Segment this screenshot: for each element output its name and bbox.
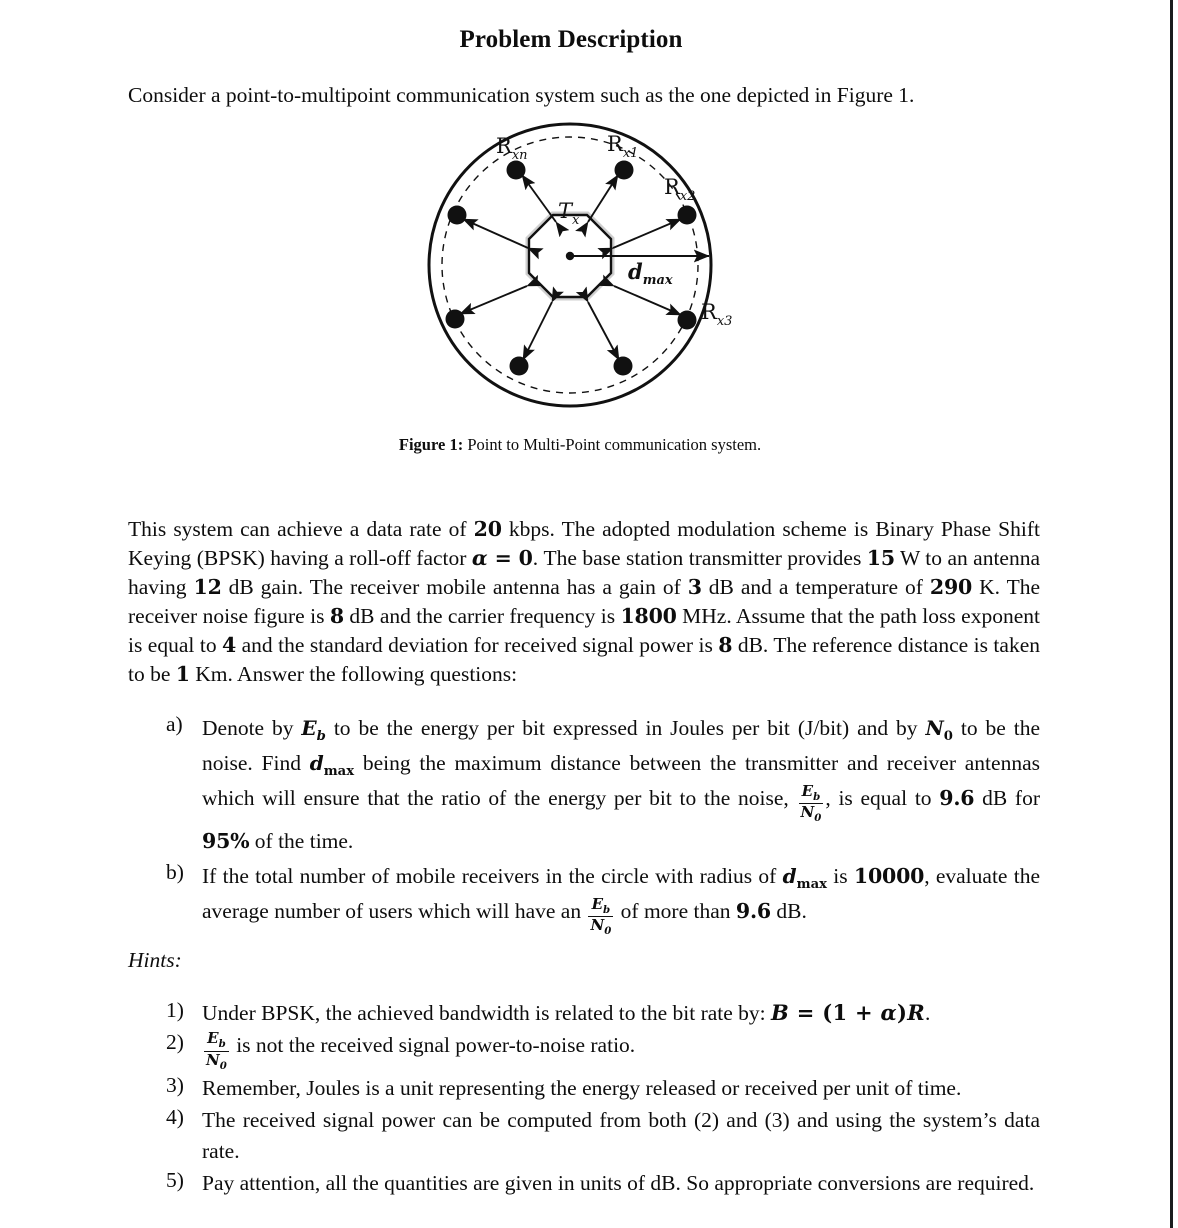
hint-body-2 bbox=[202, 1030, 1040, 1072]
label-tx-base: T bbox=[558, 199, 573, 223]
receiver-node-rxn bbox=[507, 161, 526, 180]
symbol-dmax bbox=[309, 751, 355, 780]
hint2-t1: is not the received signal power-to-noise ratio. bbox=[230, 1033, 636, 1058]
qa-t6: dB for bbox=[974, 786, 1040, 811]
fraction-numerator bbox=[799, 784, 824, 802]
hint1-t1: Under BPSK, the achieved bandwidth is related to the bit rate by: bbox=[202, 1001, 772, 1025]
p1-c: . The base station transmitter provides bbox=[532, 545, 867, 570]
fraction-denominator-sub: 0 bbox=[814, 812, 822, 825]
fraction-denominator-sub: 0 bbox=[219, 1059, 227, 1072]
page-right-edge bbox=[1170, 0, 1173, 1228]
question-body-b bbox=[202, 860, 1040, 938]
symbol-dmax-sub: max bbox=[323, 764, 355, 780]
fraction-eb-n0-a bbox=[799, 784, 824, 824]
fraction-eb-n0-hint bbox=[204, 1031, 229, 1071]
value-data-rate: 20 bbox=[473, 517, 502, 541]
symbol-n0-base: N bbox=[925, 716, 944, 740]
hint-item-3 bbox=[128, 1073, 1040, 1104]
fraction-denominator bbox=[799, 805, 824, 823]
p1-i: MHz. Assume that the path loss exponent is equal to bbox=[128, 603, 1040, 657]
figure-1 bbox=[0, 122, 1160, 437]
fraction-numerator-base: E bbox=[207, 1029, 219, 1048]
symbol-n0 bbox=[925, 716, 953, 744]
value-rx-gain: 3 bbox=[687, 574, 702, 599]
value-alpha: 0 bbox=[518, 545, 533, 570]
hint-body-1 bbox=[202, 998, 1040, 1029]
receiver-node-left bbox=[448, 206, 467, 225]
fraction-numerator bbox=[204, 1031, 229, 1049]
formula-one: 1 bbox=[832, 1000, 848, 1025]
fraction-numerator-sub: b bbox=[813, 791, 821, 804]
qb-t5: dB. bbox=[770, 898, 807, 923]
qb-t2: is bbox=[826, 863, 854, 888]
qa-t1: Denote by bbox=[202, 716, 302, 740]
formula-plus: + bbox=[847, 1000, 881, 1025]
hint-body-5: Pay attention, all the quantities are given in units of dB. So appropriate conversions are required. bbox=[202, 1171, 1035, 1196]
value-std-dev: 8 bbox=[718, 632, 733, 657]
symbol-dmax-b-sub: max bbox=[796, 876, 827, 892]
hint-marker-5: 5) bbox=[166, 1168, 184, 1193]
value-carrier-frequency: 1800 bbox=[620, 603, 677, 628]
fraction-numerator-base: E bbox=[591, 894, 604, 913]
question-item-b bbox=[128, 860, 1040, 938]
value-reference-distance: 1 bbox=[175, 661, 190, 686]
hint-item-2 bbox=[128, 1030, 1040, 1072]
value-noise-figure: 8 bbox=[329, 603, 344, 628]
formula-open-paren: ( bbox=[822, 1000, 833, 1025]
symbol-eb-base: E bbox=[301, 716, 317, 740]
fraction-eb-n0-b bbox=[588, 894, 613, 937]
hint-marker-3: 3) bbox=[166, 1072, 184, 1097]
p1-f: dB and a temperature of bbox=[701, 574, 930, 599]
question-marker-b: b) bbox=[166, 859, 184, 884]
hints-list bbox=[128, 998, 1040, 1200]
value-path-loss-exponent: 4 bbox=[222, 632, 237, 657]
figure-caption-label: Figure 1: bbox=[398, 435, 464, 454]
fraction-denominator-sub: 0 bbox=[604, 924, 612, 937]
value-percentage: 95% bbox=[202, 828, 250, 853]
fraction-numerator-sub: b bbox=[218, 1038, 226, 1051]
page-title: Problem Description bbox=[459, 26, 683, 53]
receiver-node-lower-left bbox=[446, 310, 465, 329]
symbol-dmax-b bbox=[782, 863, 827, 892]
formula-bandwidth bbox=[771, 1000, 925, 1025]
label-rx1-sub: x1 bbox=[622, 146, 639, 161]
p1-a: This system can achieve a data rate of bbox=[128, 517, 474, 541]
hint-marker-1: 1) bbox=[166, 998, 184, 1022]
formula-close-paren: ) bbox=[896, 1000, 908, 1025]
p1-d: W to an antenna having bbox=[128, 545, 1041, 599]
label-rxn-sub: xn bbox=[511, 148, 528, 163]
question-marker-a: a) bbox=[166, 712, 183, 736]
label-rx3-sub: x3 bbox=[716, 314, 733, 329]
p1-j: and the standard deviation for received signal power is bbox=[236, 632, 719, 657]
alpha-equals: = bbox=[487, 545, 519, 570]
value-total-receivers: 10000 bbox=[853, 863, 925, 888]
qa-t7: of the time. bbox=[249, 828, 354, 853]
hint-marker-4: 4) bbox=[166, 1105, 184, 1130]
hint1-t2: . bbox=[924, 1001, 931, 1025]
hint-marker-2: 2) bbox=[166, 1030, 184, 1055]
receiver-node-rx1 bbox=[615, 161, 634, 180]
question-body-a bbox=[202, 712, 1040, 858]
value-tx-power: 15 bbox=[866, 545, 895, 570]
figure-caption-text: Point to Multi-Point communication system. bbox=[463, 435, 762, 454]
receiver-node-bottom-left bbox=[510, 357, 529, 376]
p1-l: Km. Answer the following questions: bbox=[189, 661, 518, 686]
fraction-denominator bbox=[588, 915, 613, 937]
fraction-denominator-base: N bbox=[800, 803, 815, 822]
qb-t3: , evaluate the average number of users which will have an bbox=[202, 863, 1041, 923]
fraction-numerator-base: E bbox=[801, 782, 814, 801]
fraction-denominator-base: N bbox=[206, 1050, 220, 1069]
label-tx-sub: x bbox=[572, 213, 580, 228]
label-rx1-base: R bbox=[607, 132, 623, 156]
label-rx2-base: R bbox=[664, 175, 680, 199]
p1-k: dB. The reference distance is taken to be bbox=[128, 632, 1040, 686]
intro-paragraph: Consider a point-to-multipoint communication system such as the one depicted in Figure 1. bbox=[128, 83, 915, 107]
p1-g: K. The receiver noise figure is bbox=[128, 574, 1040, 628]
fraction-denominator-base: N bbox=[590, 915, 605, 934]
value-ebno-target: 9.6 bbox=[939, 786, 975, 811]
qa-t3: to be the noise. Find bbox=[202, 716, 1040, 776]
label-dmax-sub: max bbox=[642, 273, 673, 288]
hint-body-4: The received signal power can be computed from both (2) and (3) and using the system’s data rate. bbox=[202, 1108, 1040, 1164]
qa-t2: to be the energy per bit expressed in Joules per bit (J/bit) and by bbox=[325, 716, 926, 740]
questions-list bbox=[128, 712, 1040, 939]
hint-item-5 bbox=[128, 1168, 1040, 1199]
value-ebno-threshold: 9.6 bbox=[735, 898, 771, 923]
label-dmax-base: d bbox=[628, 259, 643, 284]
hint-item-4 bbox=[128, 1105, 1040, 1167]
formula-b: B bbox=[771, 1000, 790, 1025]
symbol-eb bbox=[301, 716, 326, 744]
symbol-n0-sub: 0 bbox=[943, 729, 953, 744]
label-rx2-sub: x2 bbox=[679, 189, 696, 204]
qa-t4: being the maximum distance between the transmitter and receiver antennas which will ensure that the ratio of the energy per bit to the noise, bbox=[202, 751, 1040, 811]
symbol-dmax-base: d bbox=[309, 751, 324, 776]
qb-t4: of more than bbox=[615, 898, 736, 923]
receiver-node-bottom-right bbox=[614, 357, 633, 376]
p1-h: dB and the carrier frequency is bbox=[343, 603, 621, 628]
formula-r: R bbox=[907, 1000, 925, 1025]
receiver-node-rx2 bbox=[678, 206, 697, 225]
system-parameters-paragraph bbox=[128, 515, 1040, 688]
label-rx3-base: R bbox=[701, 300, 717, 324]
p1-b: kbps. The adopted modulation scheme is Binary Phase Shift Keying (BPSK) having a roll-off factor bbox=[128, 517, 1040, 570]
qa-t5: , is equal to bbox=[825, 786, 940, 811]
hint-body-3: Remember, Joules is a unit representing the energy released or received per unit of time. bbox=[202, 1075, 962, 1100]
symbol-eb-sub: b bbox=[316, 729, 326, 744]
formula-alpha: α bbox=[880, 1000, 897, 1025]
symbol-dmax-b-base: d bbox=[782, 863, 797, 888]
fraction-denominator bbox=[204, 1050, 229, 1072]
fraction-numerator bbox=[588, 894, 613, 916]
hints-heading: Hints: bbox=[128, 948, 182, 972]
figure-1-svg bbox=[415, 122, 745, 432]
formula-equals: = bbox=[789, 1000, 823, 1025]
question-item-a bbox=[128, 712, 1040, 858]
label-rxn-base: R bbox=[496, 134, 512, 158]
label-rx3 bbox=[701, 300, 732, 329]
receiver-node-rx3 bbox=[678, 311, 697, 330]
fraction-numerator-sub: b bbox=[603, 903, 611, 916]
figure-caption bbox=[0, 435, 1160, 455]
symbol-alpha: α bbox=[471, 545, 488, 570]
value-tx-gain: 12 bbox=[193, 574, 222, 599]
p1-e: dB gain. The receiver mobile antenna has a gain of bbox=[221, 574, 688, 599]
value-temperature: 290 bbox=[929, 574, 973, 599]
qb-t1: If the total number of mobile receivers in the circle with radius of bbox=[202, 863, 783, 888]
hint-item-1 bbox=[128, 998, 1040, 1029]
